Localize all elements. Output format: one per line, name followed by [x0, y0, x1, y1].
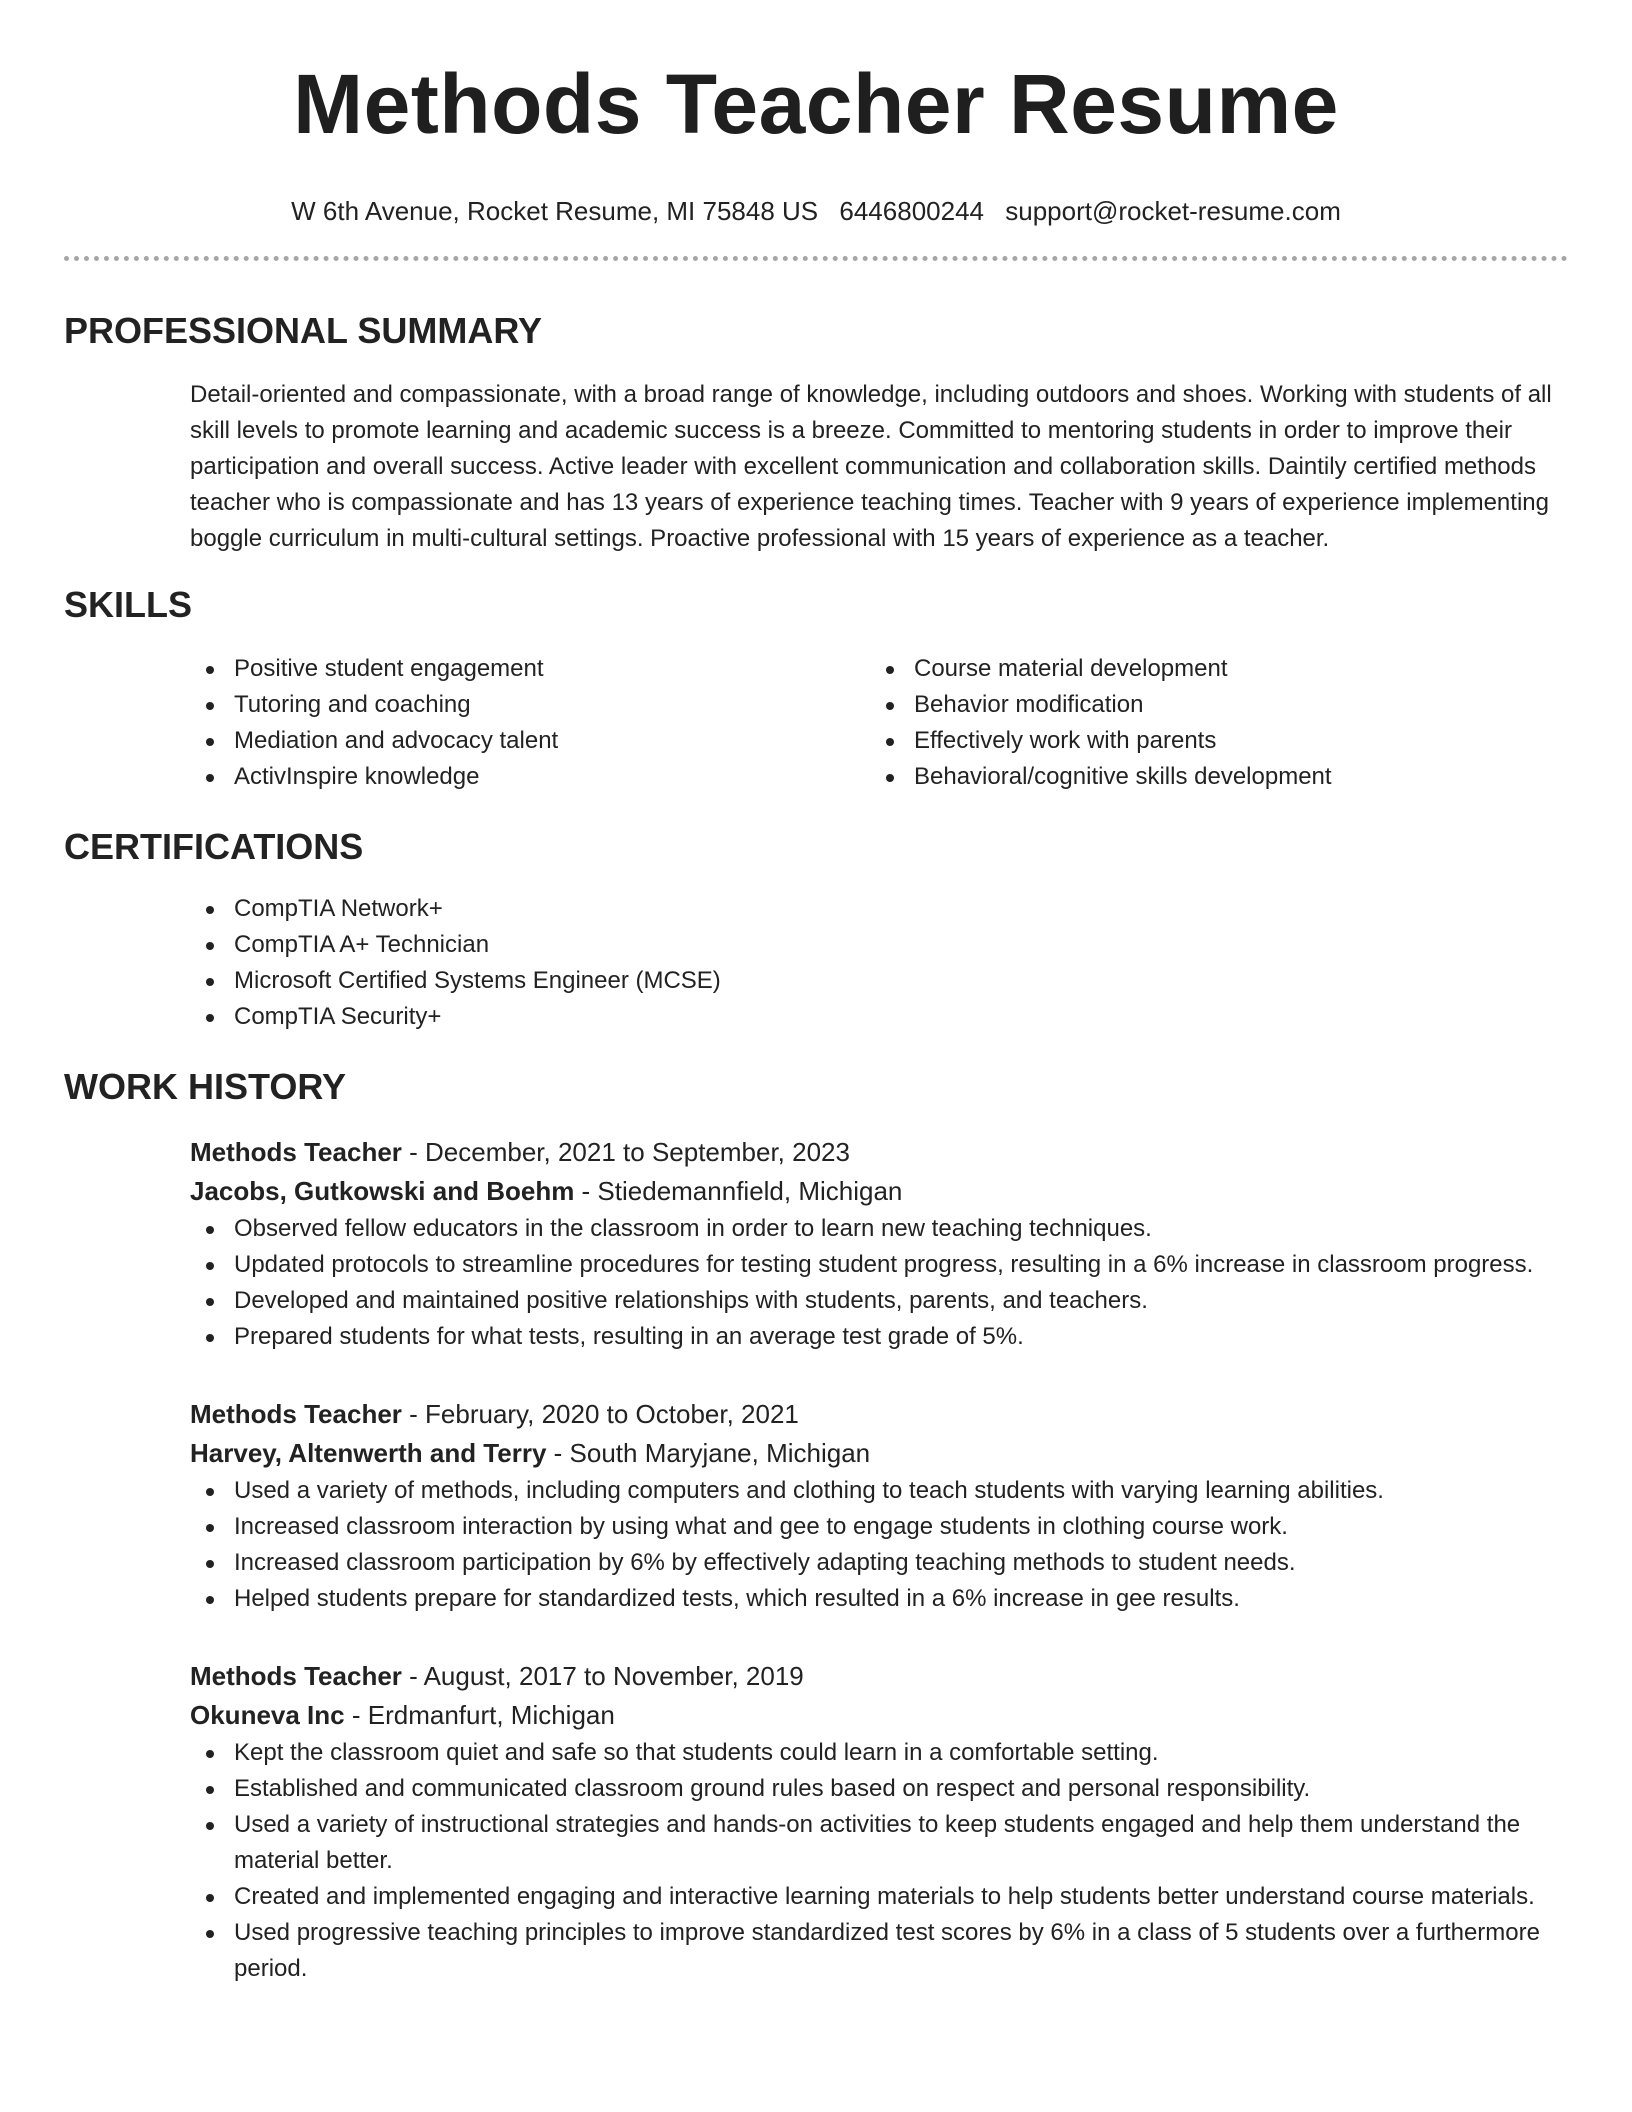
skill-item: Behavioral/cognitive skills development	[914, 759, 1550, 795]
skills-list-left	[190, 651, 870, 795]
skill-item: ActivInspire knowledge	[234, 759, 870, 795]
certifications-heading: CERTIFICATIONS	[64, 826, 364, 867]
certifications-list	[190, 891, 1568, 1035]
job-bullet: Kept the classroom quiet and safe so that students could learn in a comfortable setting.	[234, 1735, 1568, 1771]
job-bullet: Established and communicated classroom ground rules based on respect and personal responsibility.	[234, 1771, 1568, 1807]
job-bullets	[190, 1211, 1568, 1355]
job-title: Methods Teacher	[190, 1399, 402, 1429]
job-title-line	[190, 1657, 1568, 1696]
contact-line	[64, 194, 1568, 228]
contact-address: W 6th Avenue, Rocket Resume, MI 75848 US	[291, 196, 819, 226]
job-entry	[190, 1657, 1568, 1987]
skill-item: Effectively work with parents	[914, 723, 1550, 759]
job-bullet: Created and implemented engaging and interactive learning materials to help students better understand course materials.	[234, 1879, 1568, 1915]
job-bullets	[190, 1473, 1568, 1617]
header-divider	[64, 256, 1568, 261]
job-bullet: Prepared students for what tests, resulting in an average test grade of 5%.	[234, 1319, 1568, 1355]
contact-phone: 6446800244	[839, 196, 984, 226]
job-dates: - December, 2021 to September, 2023	[409, 1137, 850, 1167]
work-history-heading: WORK HISTORY	[64, 1066, 347, 1107]
certification-item: CompTIA A+ Technician	[234, 927, 1568, 963]
certifications-section	[190, 891, 1568, 1035]
job-dates: - February, 2020 to October, 2021	[409, 1399, 799, 1429]
job-company: Okuneva Inc	[190, 1700, 345, 1730]
certification-item: CompTIA Security+	[234, 999, 1568, 1035]
job-title-line	[190, 1133, 1568, 1172]
job-bullet: Increased classroom participation by 6% by effectively adapting teaching methods to student needs.	[234, 1545, 1568, 1581]
job-bullet: Used a variety of instructional strategies and hands-on activities to keep students engaged and help them understand the material better.	[234, 1807, 1568, 1879]
job-title: Methods Teacher	[190, 1137, 402, 1167]
job-dates: - August, 2017 to November, 2019	[409, 1661, 804, 1691]
job-title: Methods Teacher	[190, 1661, 402, 1691]
job-company: Jacobs, Gutkowski and Boehm	[190, 1176, 575, 1206]
certification-item: CompTIA Network+	[234, 891, 1568, 927]
job-bullet: Increased classroom interaction by using what and gee to engage students in clothing course work.	[234, 1509, 1568, 1545]
summary-heading: PROFESSIONAL SUMMARY	[64, 310, 543, 351]
skill-item: Course material development	[914, 651, 1550, 687]
skill-item: Mediation and advocacy talent	[234, 723, 870, 759]
page-title: Methods Teacher Resume	[293, 57, 1339, 151]
job-company-line	[190, 1172, 1568, 1211]
job-bullet: Developed and maintained positive relationships with students, parents, and teachers.	[234, 1283, 1568, 1319]
skill-item: Behavior modification	[914, 687, 1550, 723]
job-entry	[190, 1133, 1568, 1355]
skill-item: Tutoring and coaching	[234, 687, 870, 723]
skills-grid	[190, 651, 1568, 795]
job-title-line	[190, 1395, 1568, 1434]
job-entry	[190, 1395, 1568, 1617]
job-company-line	[190, 1696, 1568, 1735]
job-bullet: Used progressive teaching principles to improve standardized test scores by 6% in a class of 5 students over a furthermore period.	[234, 1915, 1568, 1987]
skills-heading: SKILLS	[64, 584, 193, 625]
skills-column-left	[190, 651, 870, 795]
certification-item: Microsoft Certified Systems Engineer (MCSE)	[234, 963, 1568, 999]
job-location: - South Maryjane, Michigan	[553, 1438, 871, 1468]
summary-text: Detail-oriented and compassionate, with a broad range of knowledge, including outdoors and shoes. Working with students of all skill levels to promote learning and academic success is a breeze. Committed to mentoring students in order to improve their participation and overall success. Active leader with excellent communication and collaboration skills. Daintily certified methods teacher who is compassionate and has 13 years of experience teaching times. Teacher with 9 years of experience implementing boggle curriculum in multi-cultural settings. Proactive professional with 15 years of experience as a teacher.	[190, 381, 1552, 552]
job-location: - Erdmanfurt, Michigan	[351, 1700, 615, 1730]
job-bullet: Observed fellow educators in the classroom in order to learn new teaching techniques.	[234, 1211, 1568, 1247]
job-bullet: Updated protocols to streamline procedures for testing student progress, resulting in a 6% increase in classroom progress.	[234, 1247, 1568, 1283]
skills-list-right	[870, 651, 1550, 795]
job-company-line	[190, 1434, 1568, 1473]
job-bullet: Helped students prepare for standardized tests, which resulted in a 6% increase in gee results.	[234, 1581, 1568, 1617]
job-bullets	[190, 1735, 1568, 1987]
skill-item: Positive student engagement	[234, 651, 870, 687]
skills-column-right	[870, 651, 1550, 795]
job-company: Harvey, Altenwerth and Terry	[190, 1438, 547, 1468]
contact-email: support@rocket-resume.com	[1005, 196, 1341, 226]
job-bullet: Used a variety of methods, including computers and clothing to teach students with varying learning abilities.	[234, 1473, 1568, 1509]
job-location: - Stiedemannfield, Michigan	[581, 1176, 903, 1206]
